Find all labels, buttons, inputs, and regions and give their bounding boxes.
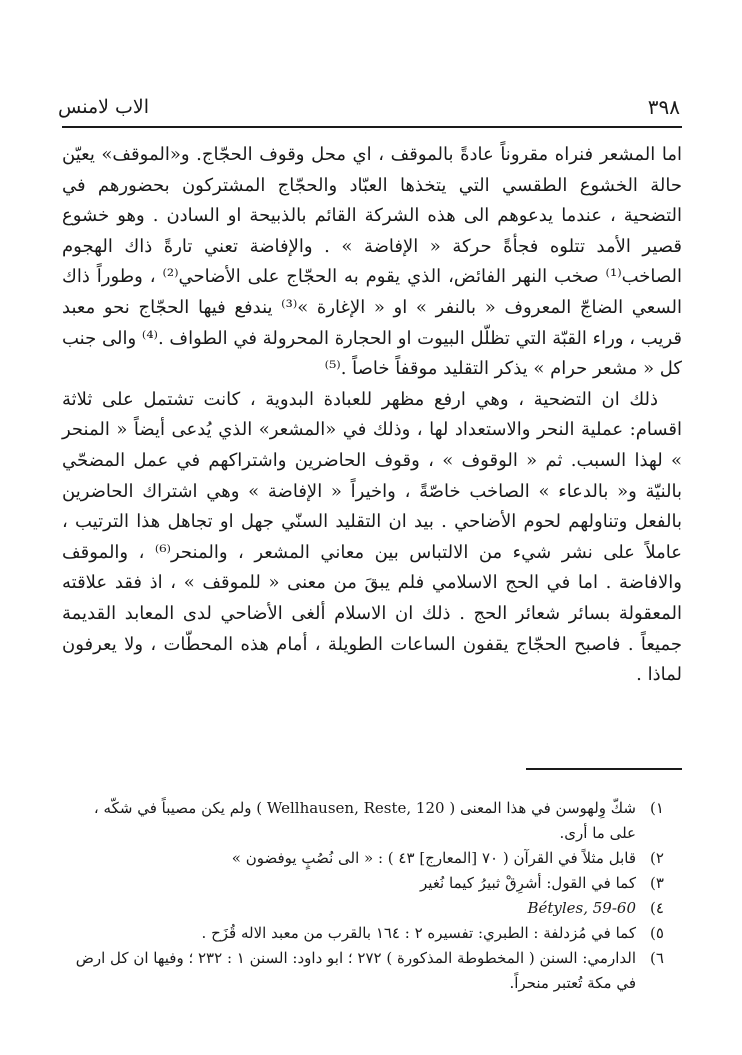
- footnote-text: الدارمي: السنن ( المخطوطة المذكورة ) ٢٧٢ ؛ ابو داود: السنن ١ : ٢٣٢ ؛ وفيها ان كل ارض في مكة تُعتبر منحراً.: [75, 949, 636, 992]
- footnote-3: [68, 871, 678, 896]
- header-rule: [62, 126, 682, 128]
- paragraph-2: ذلك ان التضحية ، وهي ارفع مظهر للعبادة البدوية ، كانت تشتمل على ثلاثة اقسام: عملية النحر والاستعداد لها ، وذلك في «المشعر» الذي يُدعى أيضاً « المنحر » لهذا السبب. ثم « الوقوف » ، وقوف الحاضرين واشتراكهم في عمل المضحّي بالنيّة و« بالدعاء » الصاخب خاصّةً ، واخيراً « الإفاضة » وهي اشتراك الحاضرين بالفعل وتناولهم لحوم الأضاحي . بيد ان التقليد السنّي جهل او تجاهل هذا الترتيب ، عاملاً على نشر شيء من الالتباس بين معاني المشعر ، والمنحر⁽⁶⁾ ، والموقف والافاضة . اما في الحج الاسلامي فلم يبقَ من معنى « للموقف » ، اذ فقد علاقته المعقولة بسائر شعائر الحج . ذلك ان الاسلام ألغى الأضاحي لدى المعابد القديمة جميعاً . فاصبح الحجّاج يقفون الساعات الطويلة ، أمام هذه المحطّات ، ولا يعرفون لماذا .: [62, 388, 682, 686]
- page-header: [58, 92, 680, 122]
- footnote-text: Bétyles, 59-60: [527, 899, 636, 917]
- footnote-number: ٤): [650, 899, 664, 917]
- footnote-number: ٣): [650, 874, 664, 892]
- page-number: ٣٩٨: [647, 95, 680, 119]
- running-title: الاب لامنس: [58, 96, 150, 118]
- footnote-1: [68, 796, 678, 846]
- footnote-text: شكّ وِلهوسن في هذا المعنى ( Wellhausen, Reste, 120 ) ولم يكن مصيباً في شكّه ، على ما أرى.: [93, 799, 636, 842]
- footnote-separator: [526, 768, 682, 770]
- footnote-5: [68, 921, 678, 946]
- footnote-number: ٥): [650, 924, 664, 942]
- footnote-text: كما في مُزدلفة : الطبري: تفسيره ٢ : ١٦٤ بالقرب من معبد الاله قُزَح .: [201, 924, 636, 942]
- footnote-number: ٦): [650, 949, 664, 967]
- footnote-number: ٢): [650, 849, 664, 867]
- footnote-2: [68, 846, 678, 871]
- footnotes: [68, 796, 678, 996]
- footnote-4: [68, 896, 678, 921]
- footnote-text: قابل مثلاً في القرآن ( ٧٠ [المعارج] ٤٣ ) : « الى نُصُبٍ يوفضون »: [231, 849, 636, 867]
- paragraph-1: اما المشعر فنراه مقروناً عادةً بالموقف ، اي محل وقوف الحجّاج. و«الموقف» يعيّن حالة الخشوع الطقسي التي يتخذها العبّاد والحجّاج المشتركون بحضورهم في التضحية ، عندما يدعوهم الى هذه الشركة القائم بالذبيحة او السادن . وهو خشوع قصير الأمد تتلوه فجأةً حركة « الإفاضة » . والإفاضة تعني تارةً ذاك الهجوم الصاخب⁽¹⁾ صخب النهر الفائض، الذي يقوم به الحجّاج على الأضاحي⁽²⁾ ، وطوراً ذاك السعي الضاجّ المعروف « بالنفر » او « الإغارة »⁽³⁾ يندفع فيها الحجّاج نحو معبد قريب ، وراء القبّة التي تظلّل البيوت او الحجارة المحرولة في الطواف .⁽⁴⁾ والى جنب كل « مشعر حرام » يذكر التقليد موقفاً خاصاً .⁽⁵⁾: [62, 144, 682, 380]
- main-text: [62, 140, 682, 691]
- footnote-text: كما في القول: أشرِقْ ثبيرُ كيما نُغير: [420, 874, 636, 892]
- footnote-6: [68, 946, 678, 996]
- footnote-number: ١): [650, 799, 664, 817]
